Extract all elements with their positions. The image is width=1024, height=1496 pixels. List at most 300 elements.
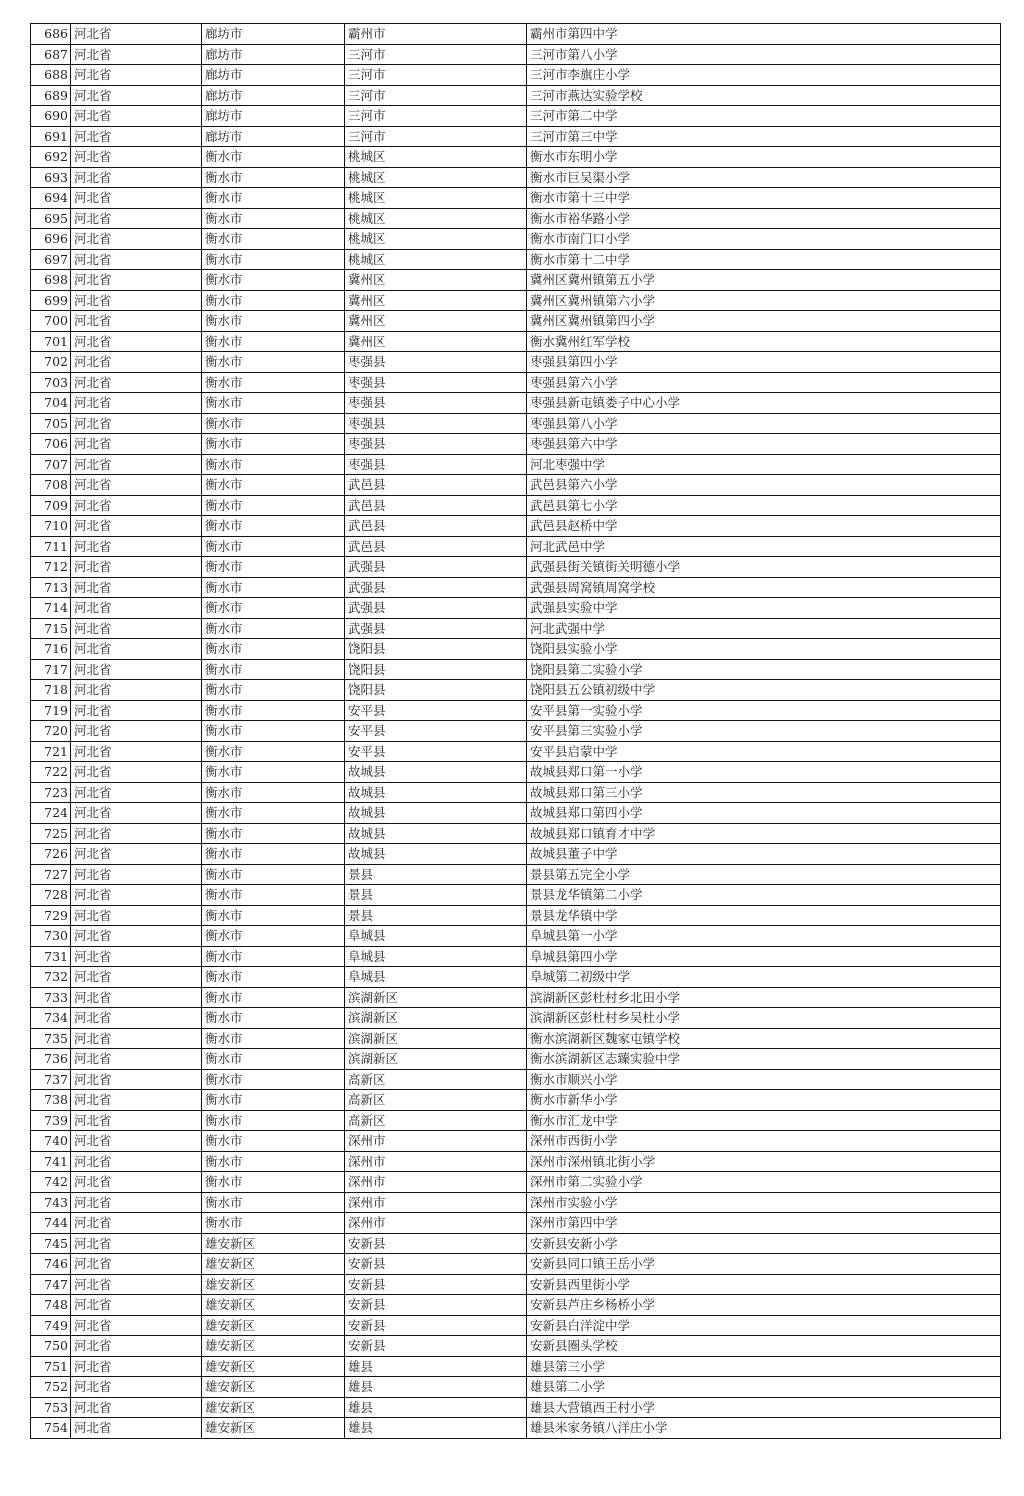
row-number: 709 [31, 495, 71, 516]
row-number: 752 [31, 1377, 71, 1398]
school-name-cell: 深州市西街小学 [527, 1131, 1001, 1152]
school-name-cell: 深州市深州镇北街小学 [527, 1151, 1001, 1172]
city-cell: 衡水市 [202, 844, 345, 865]
city-cell: 雄安新区 [202, 1274, 345, 1295]
district-cell: 滨湖新区 [345, 1028, 527, 1049]
province-cell: 河北省 [71, 147, 202, 168]
table-row [31, 1356, 1001, 1377]
row-number: 694 [31, 188, 71, 209]
city-cell: 衡水市 [202, 331, 345, 352]
district-cell: 冀州区 [345, 270, 527, 291]
school-name-cell: 雄县米家务镇八洋庄小学 [527, 1418, 1001, 1439]
table-row [31, 1151, 1001, 1172]
table-row [31, 905, 1001, 926]
table-row [31, 1172, 1001, 1193]
table-row [31, 65, 1001, 86]
row-number: 705 [31, 413, 71, 434]
row-number: 726 [31, 844, 71, 865]
district-cell: 景县 [345, 864, 527, 885]
province-cell: 河北省 [71, 905, 202, 926]
province-cell: 河北省 [71, 1315, 202, 1336]
city-cell: 廊坊市 [202, 106, 345, 127]
district-cell: 枣强县 [345, 393, 527, 414]
district-cell: 桃城区 [345, 229, 527, 250]
district-cell: 安平县 [345, 741, 527, 762]
school-name-cell: 衡水市裕华路小学 [527, 208, 1001, 229]
province-cell: 河北省 [71, 24, 202, 45]
row-number: 738 [31, 1090, 71, 1111]
table-row [31, 721, 1001, 742]
school-name-cell: 雄县第三小学 [527, 1356, 1001, 1377]
school-name-cell: 阜城县第四小学 [527, 946, 1001, 967]
table-row [31, 1377, 1001, 1398]
city-cell: 雄安新区 [202, 1315, 345, 1336]
district-cell: 雄县 [345, 1418, 527, 1439]
province-cell: 河北省 [71, 741, 202, 762]
table-row [31, 188, 1001, 209]
city-cell: 衡水市 [202, 987, 345, 1008]
province-cell: 河北省 [71, 639, 202, 660]
table-row [31, 864, 1001, 885]
row-number: 688 [31, 65, 71, 86]
row-number: 727 [31, 864, 71, 885]
district-cell: 高新区 [345, 1090, 527, 1111]
school-name-cell: 安新县圈头学校 [527, 1336, 1001, 1357]
district-cell: 安新县 [345, 1254, 527, 1275]
province-cell: 河北省 [71, 557, 202, 578]
table-row [31, 967, 1001, 988]
table-row [31, 147, 1001, 168]
school-name-cell: 河北武邑中学 [527, 536, 1001, 557]
school-name-cell: 雄县大营镇西王村小学 [527, 1397, 1001, 1418]
city-cell: 衡水市 [202, 270, 345, 291]
province-cell: 河北省 [71, 44, 202, 65]
row-number: 712 [31, 557, 71, 578]
school-name-cell: 深州市实验小学 [527, 1192, 1001, 1213]
district-cell: 三河市 [345, 85, 527, 106]
row-number: 703 [31, 372, 71, 393]
city-cell: 衡水市 [202, 495, 345, 516]
school-name-cell: 武强县街关镇街关明德小学 [527, 557, 1001, 578]
school-name-cell: 枣强县第六小学 [527, 372, 1001, 393]
row-number: 749 [31, 1315, 71, 1336]
district-cell: 故城县 [345, 803, 527, 824]
row-number: 731 [31, 946, 71, 967]
school-name-cell: 武强县周窝镇周窝学校 [527, 577, 1001, 598]
city-cell: 衡水市 [202, 700, 345, 721]
city-cell: 雄安新区 [202, 1377, 345, 1398]
row-number: 720 [31, 721, 71, 742]
city-cell: 衡水市 [202, 1151, 345, 1172]
city-cell: 衡水市 [202, 741, 345, 762]
city-cell: 衡水市 [202, 1008, 345, 1029]
school-name-cell: 阜城县第一小学 [527, 926, 1001, 947]
row-number: 741 [31, 1151, 71, 1172]
province-cell: 河北省 [71, 1233, 202, 1254]
province-cell: 河北省 [71, 65, 202, 86]
school-name-cell: 阜城第二初级中学 [527, 967, 1001, 988]
table-row [31, 167, 1001, 188]
province-cell: 河北省 [71, 659, 202, 680]
row-number: 713 [31, 577, 71, 598]
province-cell: 河北省 [71, 454, 202, 475]
school-name-cell: 枣强县新屯镇娄子中心小学 [527, 393, 1001, 414]
school-name-cell: 故城县郑口第三小学 [527, 782, 1001, 803]
table-row [31, 44, 1001, 65]
city-cell: 衡水市 [202, 577, 345, 598]
district-cell: 枣强县 [345, 372, 527, 393]
city-cell: 衡水市 [202, 475, 345, 496]
city-cell: 雄安新区 [202, 1336, 345, 1357]
school-name-cell: 河北枣强中学 [527, 454, 1001, 475]
table-row [31, 311, 1001, 332]
city-cell: 衡水市 [202, 967, 345, 988]
district-cell: 冀州区 [345, 311, 527, 332]
district-cell: 安平县 [345, 721, 527, 742]
city-cell: 衡水市 [202, 311, 345, 332]
city-cell: 雄安新区 [202, 1397, 345, 1418]
province-cell: 河北省 [71, 946, 202, 967]
city-cell: 衡水市 [202, 454, 345, 475]
row-number: 696 [31, 229, 71, 250]
school-name-cell: 三河市第三中学 [527, 126, 1001, 147]
province-cell: 河北省 [71, 413, 202, 434]
table-row [31, 24, 1001, 45]
district-cell: 武邑县 [345, 516, 527, 537]
province-cell: 河北省 [71, 987, 202, 1008]
district-cell: 安新县 [345, 1295, 527, 1316]
row-number: 707 [31, 454, 71, 475]
district-cell: 深州市 [345, 1192, 527, 1213]
city-cell: 衡水市 [202, 680, 345, 701]
table-row [31, 1397, 1001, 1418]
province-cell: 河北省 [71, 1336, 202, 1357]
province-cell: 河北省 [71, 967, 202, 988]
province-cell: 河北省 [71, 1274, 202, 1295]
province-cell: 河北省 [71, 516, 202, 537]
district-cell: 雄县 [345, 1377, 527, 1398]
table-row [31, 741, 1001, 762]
table-row [31, 823, 1001, 844]
row-number: 723 [31, 782, 71, 803]
city-cell: 衡水市 [202, 1110, 345, 1131]
school-name-cell: 衡水滨湖新区魏家屯镇学校 [527, 1028, 1001, 1049]
row-number: 746 [31, 1254, 71, 1275]
province-cell: 河北省 [71, 1192, 202, 1213]
table-row [31, 700, 1001, 721]
province-cell: 河北省 [71, 762, 202, 783]
table-row [31, 926, 1001, 947]
province-cell: 河北省 [71, 85, 202, 106]
district-cell: 深州市 [345, 1131, 527, 1152]
row-number: 697 [31, 249, 71, 270]
province-cell: 河北省 [71, 1295, 202, 1316]
city-cell: 衡水市 [202, 721, 345, 742]
table-row [31, 844, 1001, 865]
row-number: 704 [31, 393, 71, 414]
city-cell: 衡水市 [202, 1131, 345, 1152]
row-number: 745 [31, 1233, 71, 1254]
table-row [31, 1049, 1001, 1070]
district-cell: 故城县 [345, 823, 527, 844]
table-row [31, 516, 1001, 537]
district-cell: 景县 [345, 905, 527, 926]
table-row [31, 413, 1001, 434]
table-row [31, 1254, 1001, 1275]
province-cell: 河北省 [71, 1418, 202, 1439]
table-row [31, 372, 1001, 393]
table-row [31, 393, 1001, 414]
table-row [31, 1090, 1001, 1111]
school-name-cell: 滨湖新区彭杜村乡吴杜小学 [527, 1008, 1001, 1029]
district-cell: 冀州区 [345, 290, 527, 311]
province-cell: 河北省 [71, 782, 202, 803]
school-name-cell: 景县第五完全小学 [527, 864, 1001, 885]
province-cell: 河北省 [71, 680, 202, 701]
school-name-cell: 衡水市汇龙中学 [527, 1110, 1001, 1131]
table-row [31, 1336, 1001, 1357]
district-cell: 武邑县 [345, 475, 527, 496]
province-cell: 河北省 [71, 536, 202, 557]
school-name-cell: 安新县西里街小学 [527, 1274, 1001, 1295]
province-cell: 河北省 [71, 926, 202, 947]
city-cell: 廊坊市 [202, 44, 345, 65]
school-name-cell: 雄县第二小学 [527, 1377, 1001, 1398]
row-number: 724 [31, 803, 71, 824]
city-cell: 衡水市 [202, 885, 345, 906]
table-row [31, 495, 1001, 516]
table-row [31, 249, 1001, 270]
city-cell: 衡水市 [202, 639, 345, 660]
table-row [31, 434, 1001, 455]
district-cell: 武强县 [345, 598, 527, 619]
row-number: 701 [31, 331, 71, 352]
province-cell: 河北省 [71, 229, 202, 250]
city-cell: 衡水市 [202, 659, 345, 680]
province-cell: 河北省 [71, 475, 202, 496]
school-name-cell: 安平县第三实验小学 [527, 721, 1001, 742]
table-row [31, 598, 1001, 619]
district-cell: 高新区 [345, 1110, 527, 1131]
table-row [31, 782, 1001, 803]
district-cell: 深州市 [345, 1213, 527, 1234]
city-cell: 廊坊市 [202, 24, 345, 45]
province-cell: 河北省 [71, 1151, 202, 1172]
row-number: 728 [31, 885, 71, 906]
row-number: 687 [31, 44, 71, 65]
school-name-cell: 衡水市南门口小学 [527, 229, 1001, 250]
city-cell: 衡水市 [202, 188, 345, 209]
school-name-cell: 衡水滨湖新区志臻实验中学 [527, 1049, 1001, 1070]
district-cell: 枣强县 [345, 454, 527, 475]
row-number: 743 [31, 1192, 71, 1213]
row-number: 740 [31, 1131, 71, 1152]
city-cell: 衡水市 [202, 147, 345, 168]
district-cell: 武强县 [345, 557, 527, 578]
row-number: 700 [31, 311, 71, 332]
row-number: 734 [31, 1008, 71, 1029]
school-name-cell: 枣强县第四小学 [527, 352, 1001, 373]
school-name-cell: 安新县同口镇王岳小学 [527, 1254, 1001, 1275]
school-name-cell: 衡水市新华小学 [527, 1090, 1001, 1111]
school-name-cell: 饶阳县实验小学 [527, 639, 1001, 660]
district-cell: 桃城区 [345, 188, 527, 209]
district-cell: 冀州区 [345, 331, 527, 352]
row-number: 750 [31, 1336, 71, 1357]
school-name-cell: 霸州市第四中学 [527, 24, 1001, 45]
province-cell: 河北省 [71, 1028, 202, 1049]
school-name-cell: 三河市第二中学 [527, 106, 1001, 127]
district-cell: 雄县 [345, 1356, 527, 1377]
district-cell: 桃城区 [345, 167, 527, 188]
table-row [31, 229, 1001, 250]
row-number: 721 [31, 741, 71, 762]
school-name-cell: 冀州区冀州镇第五小学 [527, 270, 1001, 291]
school-name-cell: 枣强县第六中学 [527, 434, 1001, 455]
province-cell: 河北省 [71, 331, 202, 352]
city-cell: 雄安新区 [202, 1254, 345, 1275]
city-cell: 廊坊市 [202, 85, 345, 106]
city-cell: 衡水市 [202, 926, 345, 947]
school-name-cell: 安新县芦庄乡杨桥小学 [527, 1295, 1001, 1316]
province-cell: 河北省 [71, 167, 202, 188]
row-number: 690 [31, 106, 71, 127]
province-cell: 河北省 [71, 311, 202, 332]
district-cell: 三河市 [345, 44, 527, 65]
district-cell: 桃城区 [345, 208, 527, 229]
table-row [31, 106, 1001, 127]
row-number: 725 [31, 823, 71, 844]
row-number: 692 [31, 147, 71, 168]
province-cell: 河北省 [71, 618, 202, 639]
school-name-cell: 冀州区冀州镇第六小学 [527, 290, 1001, 311]
row-number: 718 [31, 680, 71, 701]
province-cell: 河北省 [71, 803, 202, 824]
district-cell: 武强县 [345, 577, 527, 598]
district-cell: 安新县 [345, 1233, 527, 1254]
district-cell: 深州市 [345, 1151, 527, 1172]
table-row [31, 639, 1001, 660]
province-cell: 河北省 [71, 1172, 202, 1193]
city-cell: 衡水市 [202, 393, 345, 414]
table-row [31, 885, 1001, 906]
district-cell: 故城县 [345, 762, 527, 783]
table-row [31, 1213, 1001, 1234]
row-number: 708 [31, 475, 71, 496]
district-cell: 故城县 [345, 782, 527, 803]
district-cell: 饶阳县 [345, 659, 527, 680]
province-cell: 河北省 [71, 1090, 202, 1111]
district-cell: 武邑县 [345, 536, 527, 557]
row-number: 706 [31, 434, 71, 455]
city-cell: 衡水市 [202, 905, 345, 926]
city-cell: 廊坊市 [202, 65, 345, 86]
province-cell: 河北省 [71, 495, 202, 516]
city-cell: 衡水市 [202, 1069, 345, 1090]
row-number: 730 [31, 926, 71, 947]
province-cell: 河北省 [71, 372, 202, 393]
table-row [31, 1315, 1001, 1336]
province-cell: 河北省 [71, 290, 202, 311]
school-name-cell: 衡水市巨吴渠小学 [527, 167, 1001, 188]
school-name-cell: 武邑县赵桥中学 [527, 516, 1001, 537]
city-cell: 衡水市 [202, 803, 345, 824]
table-row [31, 1069, 1001, 1090]
city-cell: 衡水市 [202, 434, 345, 455]
school-name-cell: 景县龙华镇中学 [527, 905, 1001, 926]
table-row [31, 475, 1001, 496]
city-cell: 雄安新区 [202, 1356, 345, 1377]
school-name-cell: 故城县董子中学 [527, 844, 1001, 865]
district-cell: 阜城县 [345, 967, 527, 988]
city-cell: 衡水市 [202, 782, 345, 803]
province-cell: 河北省 [71, 823, 202, 844]
school-name-cell: 武邑县第六小学 [527, 475, 1001, 496]
district-cell: 三河市 [345, 65, 527, 86]
table-row [31, 803, 1001, 824]
row-number: 693 [31, 167, 71, 188]
school-name-cell: 三河市李旗庄小学 [527, 65, 1001, 86]
row-number: 698 [31, 270, 71, 291]
table-row [31, 680, 1001, 701]
district-cell: 饶阳县 [345, 680, 527, 701]
table-row [31, 536, 1001, 557]
city-cell: 衡水市 [202, 372, 345, 393]
city-cell: 衡水市 [202, 1192, 345, 1213]
school-name-cell: 武邑县第七小学 [527, 495, 1001, 516]
school-name-cell: 冀州区冀州镇第四小学 [527, 311, 1001, 332]
province-cell: 河北省 [71, 249, 202, 270]
table-body [31, 24, 1001, 1439]
district-cell: 桃城区 [345, 147, 527, 168]
province-cell: 河北省 [71, 434, 202, 455]
school-name-cell: 故城县郑口镇育才中学 [527, 823, 1001, 844]
table-row [31, 1233, 1001, 1254]
province-cell: 河北省 [71, 844, 202, 865]
row-number: 748 [31, 1295, 71, 1316]
city-cell: 衡水市 [202, 536, 345, 557]
city-cell: 衡水市 [202, 167, 345, 188]
district-cell: 滨湖新区 [345, 1008, 527, 1029]
school-name-cell: 河北武强中学 [527, 618, 1001, 639]
province-cell: 河北省 [71, 577, 202, 598]
row-number: 691 [31, 126, 71, 147]
city-cell: 衡水市 [202, 249, 345, 270]
school-name-cell: 衡水市顺兴小学 [527, 1069, 1001, 1090]
province-cell: 河北省 [71, 1397, 202, 1418]
district-cell: 故城县 [345, 844, 527, 865]
city-cell: 衡水市 [202, 1213, 345, 1234]
school-name-cell: 武强县实验中学 [527, 598, 1001, 619]
table-row [31, 1295, 1001, 1316]
table-row [31, 1008, 1001, 1029]
district-cell: 三河市 [345, 106, 527, 127]
province-cell: 河北省 [71, 721, 202, 742]
table-row [31, 454, 1001, 475]
table-row [31, 618, 1001, 639]
district-cell: 阜城县 [345, 926, 527, 947]
city-cell: 衡水市 [202, 557, 345, 578]
table-row [31, 208, 1001, 229]
city-cell: 衡水市 [202, 823, 345, 844]
district-cell: 景县 [345, 885, 527, 906]
table-row [31, 331, 1001, 352]
school-name-cell: 景县龙华镇第二小学 [527, 885, 1001, 906]
row-number: 737 [31, 1069, 71, 1090]
district-cell: 安新县 [345, 1274, 527, 1295]
table-row [31, 1274, 1001, 1295]
city-cell: 衡水市 [202, 413, 345, 434]
